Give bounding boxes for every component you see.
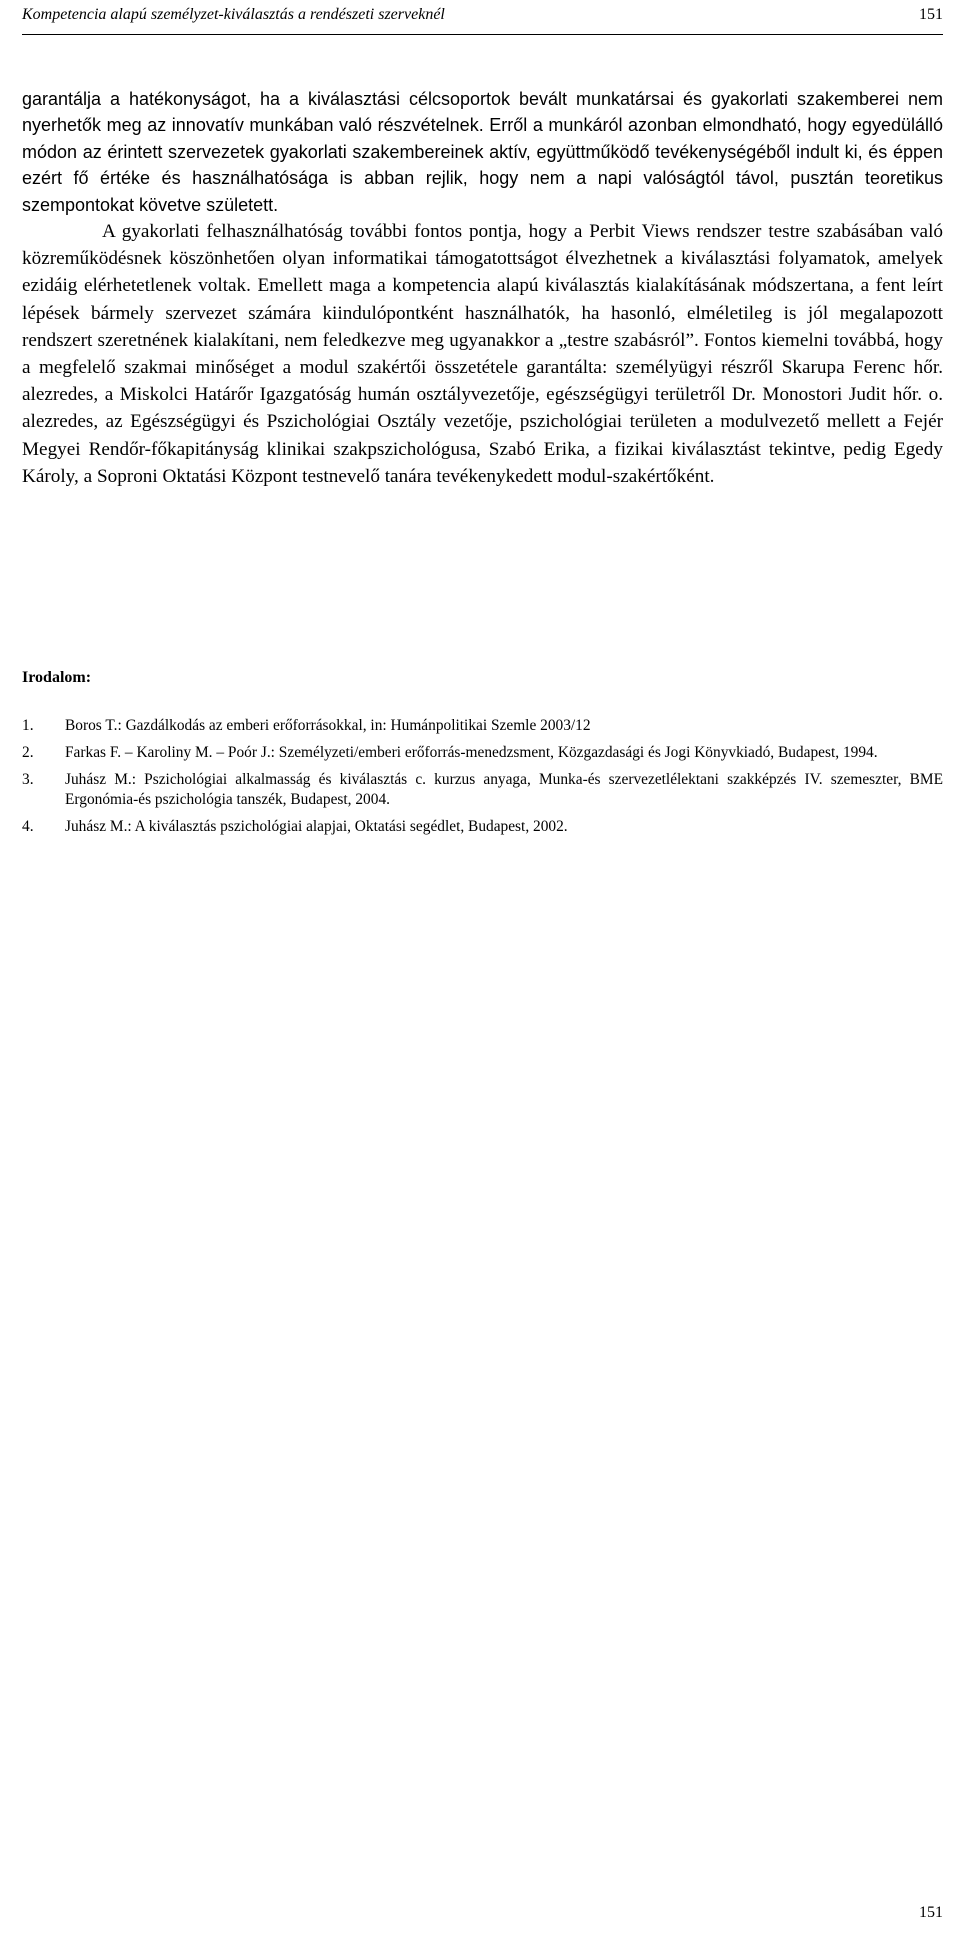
header-page-number: 151 [919,6,943,23]
reference-number: 1. [22,717,34,734]
header-title: Kompetencia alapú személyzet-kiválasztás a rendészeti szerveknél [22,6,445,23]
reference-text: Juhász M.: A kiválasztás pszichológiai alapjai, Oktatási segédlet, Budapest, 2002. [65,818,568,835]
paragraph: A gyakorlati felhasználhatóság további fontos pontja, hogy a Perbit Views rendszer testre szabásában való közreműködésnek köszönhetően olyan informatikai támogatottságot élvezhetnek a kiválasztási folyamatok, amelyek ezidáig elérhetetlenek voltak. Emellett maga a kompetencia alapú kiválasztás kialakításának módszertana, a fent leírt lépések bármely szervezet számára kiindulópontként használhatók, ha hasonló, elméletileg is jól megalapozott rendszert szeretnének kialakítani, nem feledkezve meg ugyanakkor a „testre szabásról”. Fontos kiemelni továbbá, hogy a megfelelő szakmai minőséget a modul szakértői összetétele garantálta: személyügyi részről Skarupa Ferenc hőr. alezredes, a Miskolci Határőr Igazgatóság humán osztályvezetője, egészségügyi területről Dr. Monostori Judit hőr. o. alezredes, az Egészségügyi és Pszichológiai Osztály vezetője, pszichológiai területen a modulvezető mellett a Fejér Megyei Rendőr-főkapitányság klinikai szakpszichológusa, Szabó Erika, a fizikai kiválasztást tekintve, pedig Egedy Károly, a Soproni Oktatási Központ testnevelő tanára tevékenykedett modul-szakértőként. [22,221,943,487]
reference-number: 3. [22,771,34,788]
running-header [22,4,943,35]
reference-number: 2. [22,744,34,761]
reference-item [22,716,943,736]
references-heading: Irodalom: [22,669,92,686]
body-text [22,86,943,490]
footer-page-number: 151 [919,1904,943,1921]
reference-text: Farkas F. – Karoliny M. – Poór J.: Személyzeti/emberi erőforrás-menedzsment, Közgazdasági és Jogi Könyvkiadó, Budapest, 1994. [65,744,878,761]
reference-number: 4. [22,818,34,835]
references-list [22,716,943,844]
paragraph: garantálja a hatékonyságot, ha a kiválasztási célcsoportok bevált munkatársai és gyakorlati szakemberei nem nyerhetők meg az innovatív munkában való részvételnek. Erről a munkáról azonban elmondható, hogy egyedülálló módon az érintett szervezetek gyakorlati szakembereinek aktív, együttműködő tevékenységéből indult ki, és éppen ezért fő értéke és használhatósága is abban rejlik, hogy nem a napi valóságtól távol, pusztán teoretikus szempontokat követve született. [22,89,943,215]
reference-item [22,743,943,763]
reference-text: Juhász M.: Pszichológiai alkalmasság és kiválasztás c. kurzus anyaga, Munka-és szervezetlélektani szakképzés IV. szemeszter, BME Ergonómia-és pszichológia tanszék, Budapest, 2004. [65,771,943,808]
reference-item [22,770,943,810]
reference-text: Boros T.: Gazdálkodás az emberi erőforrásokkal, in: Humánpolitikai Szemle 2003/12 [65,717,591,734]
reference-item [22,817,943,837]
